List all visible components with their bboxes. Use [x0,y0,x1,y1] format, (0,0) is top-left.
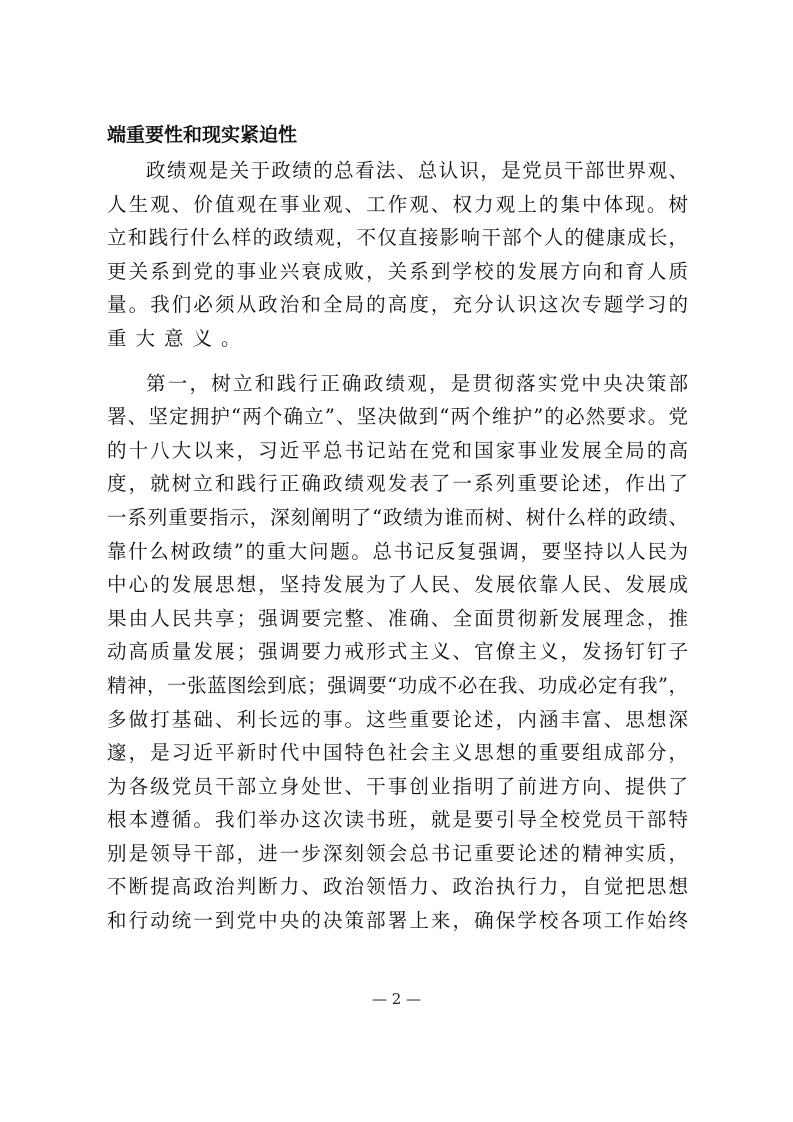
text-line: 别是领导干部，进一步深刻领会总书记重要论述的精神实质， [107,841,688,865]
page-number: — 2 — [371,990,422,1008]
text-line: 政绩观是关于政绩的总看法、总认识，是党员干部世界观、 [146,159,688,182]
text-line: 和行动统一到党中央的决策部署上来，确保学校各项工作始终 [107,909,688,933]
text-line: 立和践行什么样的政绩观，不仅直接影响干部个人的健康成长， [107,226,688,250]
text-line: 第一，树立和践行正确政绩观，是贯彻落实党中央决策部 [146,371,688,395]
text-line: 人生观、价值观在事业观、工作观、权力观上的集中体现。树 [107,192,688,216]
text-line: 邃，是习近平新时代中国特色社会主义思想的重要组成部分， [107,741,688,765]
text-line: 靠什么树政绩”的重大问题。总书记反复强调，要坚持以人民为 [107,539,688,563]
text-line: 的十八大以来，习近平总书记站在党和国家事业发展全局的高 [107,438,688,462]
paragraph [107,367,688,938]
text-line: 为各级党员干部立身处世、干事创业指明了前进方向、提供了 [107,774,688,798]
text-line: 精神，一张蓝图绘到底；强调要“功成不必在我、功成必定有我”， [107,673,688,697]
text-line: 果由人民共享；强调要完整、准确、全面贯彻新发展理念，推 [107,606,688,630]
text-line: 度，就树立和践行正确政绩观发表了一系列重要论述，作出了 [107,472,688,496]
text-line: 动高质量发展；强调要力戒形式主义、官僚主义，发扬钉钉子 [107,640,688,664]
text-line: 署、坚定拥护“两个确立”、坚决做到“两个维护”的必然要求。党 [107,405,688,429]
document-page [107,118,688,949]
body-text [107,154,688,938]
section-heading: 端重要性和现实紧迫性 [107,124,298,146]
text-line: 重大意义。 [107,326,250,350]
text-line: 多做打基础、利长远的事。这些重要论述，内涵丰富、思想深 [107,707,688,731]
paragraph [107,154,688,356]
text-line: 量。我们必须从政治和全局的高度，充分认识这次专题学习的 [107,293,688,317]
text-line: 更关系到党的事业兴衰成败，关系到学校的发展方向和育人质 [107,259,688,283]
text-line: 根本遵循。我们举办这次读书班，就是要引导全校党员干部特 [107,808,688,832]
text-line: 不断提高政治判断力、政治领悟力、政治执行力，自觉把思想 [107,875,688,899]
text-line: 一系列重要指示，深刻阐明了“政绩为谁而树、树什么样的政绩、 [107,505,688,529]
text-line: 中心的发展思想，坚持发展为了人民、发展依靠人民、发展成 [107,573,688,597]
